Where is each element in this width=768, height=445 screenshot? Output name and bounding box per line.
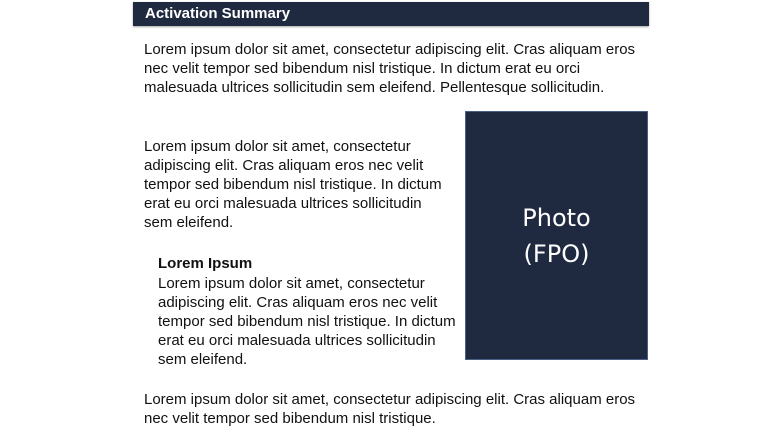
body-paragraph: Lorem ipsum dolor sit amet, consectetur adipiscing elit. Cras aliquam eros nec velit tempor sed bibendum nisl tristique. In dictum erat eu orci malesuada ultrices sollicitudin sem eleifend.: [144, 138, 442, 231]
photo-placeholder: [465, 111, 648, 360]
closing-paragraph: Lorem ipsum dolor sit amet, consectetur adipiscing elit. Cras aliquam eros nec velit tempor sed bibendum nisl tristique.: [144, 391, 636, 427]
section-title-bar: [133, 2, 649, 26]
intro-paragraph: Lorem ipsum dolor sit amet, consectetur adipiscing elit. Cras aliquam eros nec velit tempor sed bibendum nisl tristique. In dictum erat eu orci malesuada ultrices sollicitudin sem eleifend. Pellentesque sollicitudin.: [144, 41, 636, 96]
photo-fpo-label: (FPO): [523, 239, 590, 268]
subsection-heading: Lorem Ipsum: [158, 255, 253, 272]
section-title: Activation Summary: [145, 5, 291, 22]
photo-label: Photo: [522, 203, 591, 232]
subsection-paragraph: Lorem ipsum dolor sit amet, consectetur adipiscing elit. Cras aliquam eros nec velit tempor sed bibendum nisl tristique. In dictum erat eu orci malesuada ultrices sollicitudin sem eleifend.: [158, 275, 456, 368]
